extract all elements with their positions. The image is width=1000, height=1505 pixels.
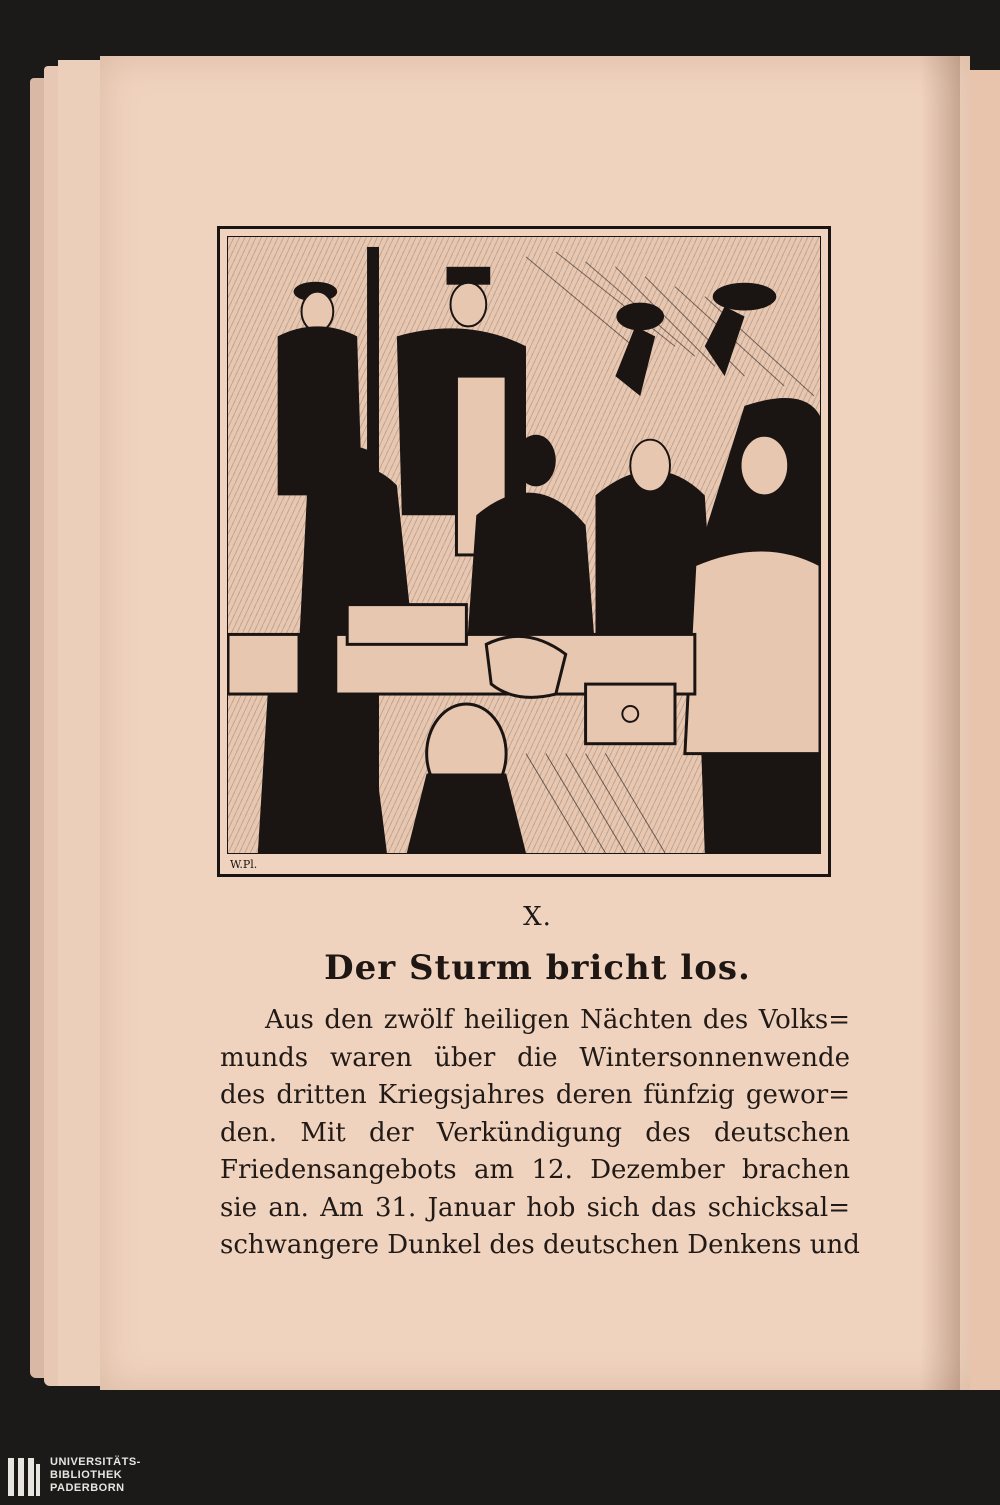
library-logo xyxy=(6,1454,146,1500)
text-line: des dritten Kriegsjahres deren fünfzig gewor= xyxy=(220,1080,850,1110)
chapter-number: X. xyxy=(523,902,552,932)
logo-line: UNIVERSITÄTS- xyxy=(50,1456,141,1468)
text-line: schwangere Dunkel des deutschen Denkens und xyxy=(220,1230,860,1260)
illustration-image xyxy=(227,236,821,854)
chapter-title: Der Sturm bricht los. xyxy=(324,948,751,988)
artist-initials: W.Pl. xyxy=(230,858,258,871)
sailors-illustration xyxy=(228,237,820,853)
logo-line: BIBLIOTHEK xyxy=(50,1469,123,1481)
library-logo-text xyxy=(50,1456,141,1495)
text-line: Aus den zwölf heiligen Nächten des Volks= xyxy=(265,1005,850,1035)
body-text xyxy=(220,1002,860,1265)
text-line: sie an. Am 31. Januar hob sich das schicksal= xyxy=(220,1192,850,1223)
text-line: munds waren über die Wintersonnenwende xyxy=(220,1042,850,1073)
text-line: Friedensangebots am 12. Dezember brachen xyxy=(220,1155,850,1185)
gutter-shadow xyxy=(920,56,960,1390)
library-logo-icon xyxy=(6,1456,42,1498)
illustration xyxy=(217,226,831,877)
logo-line: PADERBORN xyxy=(50,1482,125,1494)
text-line: den. Mit der Verkündigung des deutschen xyxy=(220,1117,850,1148)
